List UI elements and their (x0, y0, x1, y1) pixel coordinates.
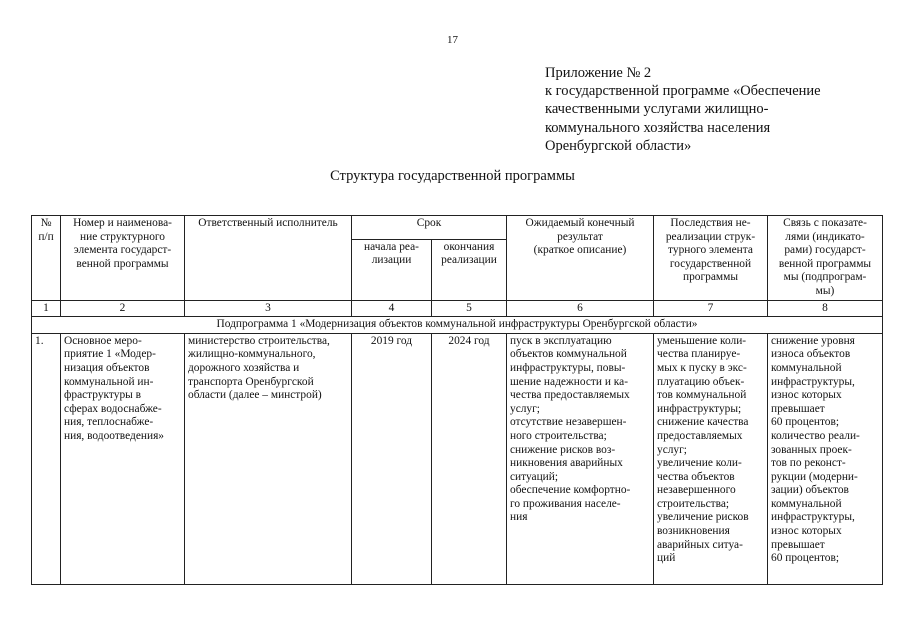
cell-line: № (40, 217, 52, 229)
cell-line: плуатацию объек- (657, 375, 745, 388)
cell-line: инфраструктуры, (771, 375, 855, 388)
cell-line: мы) (815, 284, 835, 297)
cell-line: мы (подпрограм- (783, 271, 867, 284)
header-num (32, 216, 61, 301)
cell-line: турного элемента (668, 244, 753, 257)
cell-line: ния (510, 511, 528, 524)
cell-line: ние структурного (80, 230, 165, 243)
cell-line: реализации струк- (665, 230, 756, 243)
column-number: 1 (32, 300, 61, 317)
cell-line: реализации (441, 254, 497, 267)
cell-line: п/п (38, 230, 54, 243)
column-number: 8 (768, 300, 883, 317)
cell-line: Последствия не- (670, 217, 751, 229)
cell-line: Номер и наименова- (73, 217, 172, 229)
program-structure-table (31, 215, 883, 585)
cell-line: снижение качества (657, 416, 749, 429)
cell-line: объектов коммунальной (510, 348, 627, 361)
appendix-line: Приложение № 2 (545, 65, 652, 81)
cell-line: пуск в эксплуатацию (510, 334, 612, 347)
cell-line: незавершенного (657, 484, 736, 497)
row-num: 1. (32, 333, 61, 584)
cell-line: 60 процентов; (771, 416, 840, 429)
cell-line: ния, водоотведения» (64, 429, 165, 442)
cell-line: транспорта Оренбургской (188, 375, 314, 388)
column-number: 5 (432, 300, 507, 317)
row-start: 2019 год (352, 333, 432, 584)
cell-line: чества объектов (657, 470, 735, 483)
header-end (432, 239, 507, 300)
cell-line: программы (683, 271, 738, 284)
cell-line: рами) государст- (784, 244, 866, 257)
column-number: 3 (185, 300, 352, 317)
row-name (61, 333, 185, 584)
document-title: Структура государственной программы (330, 168, 575, 184)
cell-line: износ которых (771, 525, 842, 538)
cell-line: возникновения (657, 525, 730, 538)
cell-line: превышает (771, 538, 825, 551)
cell-line: низация объектов (64, 361, 150, 374)
cell-line: зации) объектов (771, 484, 849, 497)
header-name (61, 216, 185, 301)
cell-line: снижение рисков воз- (510, 443, 616, 456)
cell-line: приятие 1 «Модер- (64, 348, 156, 361)
cell-line: обеспечение комфортно- (510, 484, 631, 497)
cell-line: износ которых (771, 389, 842, 402)
cell-line: Ответственный исполнитель (198, 217, 338, 229)
cell-line: коммунальной (771, 497, 842, 510)
cell-line: мых к пуску в экс- (657, 361, 747, 374)
cell-line: инфраструктуры, (771, 511, 855, 524)
cell-line: снижение уровня (771, 334, 855, 347)
cell-line: услуг; (657, 443, 687, 456)
cell-line: начала реа- (364, 240, 419, 253)
cell-line: венной программы (778, 257, 872, 270)
column-number: 6 (507, 300, 654, 317)
header-executor (185, 216, 352, 301)
cell-line: области (далее – минстрой) (188, 389, 322, 402)
cell-line: зованных проек- (771, 443, 852, 456)
appendix-note (545, 64, 885, 155)
cell-line: рукции (модерни- (771, 470, 858, 483)
cell-line: износа объектов (771, 348, 851, 361)
cell-line: увеличение коли- (657, 457, 742, 470)
header-link (768, 216, 883, 301)
cell-line: (краткое описание) (533, 244, 627, 257)
cell-line: дорожного хозяйства и (188, 361, 300, 374)
header-row (32, 216, 883, 240)
cell-line: отсутствие незавершен- (510, 416, 627, 429)
column-number: 2 (61, 300, 185, 317)
cell-line: шение надежности и ка- (510, 375, 628, 388)
cell-line: фраструктуры в (64, 389, 142, 402)
cell-line: превышает (771, 402, 825, 415)
cell-line: Ожидаемый конечный (525, 217, 635, 229)
row-consequences (654, 333, 768, 584)
cell-line: количество реали- (771, 429, 860, 442)
cell-line: ций (657, 552, 676, 565)
cell-line: го проживания населе- (510, 497, 621, 510)
cell-line: венной программы (76, 257, 169, 270)
cell-line: Основное меро- (64, 334, 142, 347)
appendix-line: к государственной программе «Обеспечение (545, 83, 821, 100)
row-executor (185, 333, 352, 584)
header-term: Срок (352, 216, 507, 240)
cell-line: чества предоставляемых (510, 389, 630, 402)
cell-line: лями (индикато- (785, 230, 865, 243)
header-result (507, 216, 654, 301)
cell-line: министерство строительства, (188, 334, 330, 347)
cell-line: окончания (443, 240, 495, 253)
cell-line: государственной (669, 257, 752, 270)
cell-line: увеличение рисков (657, 511, 749, 524)
cell-line: чества планируе- (657, 348, 741, 361)
cell-line: аварийных ситуа- (657, 538, 743, 551)
column-number: 4 (352, 300, 432, 317)
cell-line: Связь с показате- (783, 217, 867, 229)
cell-line: 60 процентов; (771, 552, 840, 565)
appendix-line: коммунального хозяйства населения (545, 119, 771, 136)
appendix-line: качественными услугами жилищно- (545, 101, 769, 118)
cell-line: тов по реконст- (771, 457, 846, 470)
row-link (768, 333, 883, 584)
cell-line: никновения аварийных (510, 457, 623, 470)
table-row (32, 333, 883, 584)
subprogram-title: Подпрограмма 1 «Модернизация объектов коммунальной инфраструктуры Оренбургской области» (32, 317, 883, 334)
cell-line: лизации (371, 254, 412, 267)
subprogram-row (32, 317, 883, 334)
cell-line: уменьшение коли- (657, 334, 747, 347)
header-consequences (654, 216, 768, 301)
cell-line: ния, теплоснабже- (64, 416, 154, 429)
cell-line: жилищно-коммунального, (188, 348, 316, 361)
column-number-row (32, 300, 883, 317)
cell-line: тов коммунальной (657, 389, 747, 402)
appendix-line: Оренбургской области» (545, 137, 692, 154)
cell-line: услуг; (510, 402, 540, 415)
header-start (352, 239, 432, 300)
column-number: 7 (654, 300, 768, 317)
cell-line: ситуаций; (510, 470, 559, 483)
row-end: 2024 год (432, 333, 507, 584)
cell-line: сферах водоснабже- (64, 402, 162, 415)
cell-line: инфраструктуры, повы- (510, 361, 626, 374)
cell-line: коммунальной (771, 361, 842, 374)
cell-line: результат (557, 230, 603, 243)
cell-line: ного строительства; (510, 429, 607, 442)
cell-line: инфраструктуры; (657, 402, 742, 415)
cell-line: предоставляемых (657, 429, 743, 442)
cell-line: элемента государст- (73, 244, 172, 257)
row-result (507, 333, 654, 584)
cell-line: коммунальной ин- (64, 375, 154, 388)
page-number: 17 (447, 34, 458, 46)
cell-line: строительства; (657, 497, 730, 510)
